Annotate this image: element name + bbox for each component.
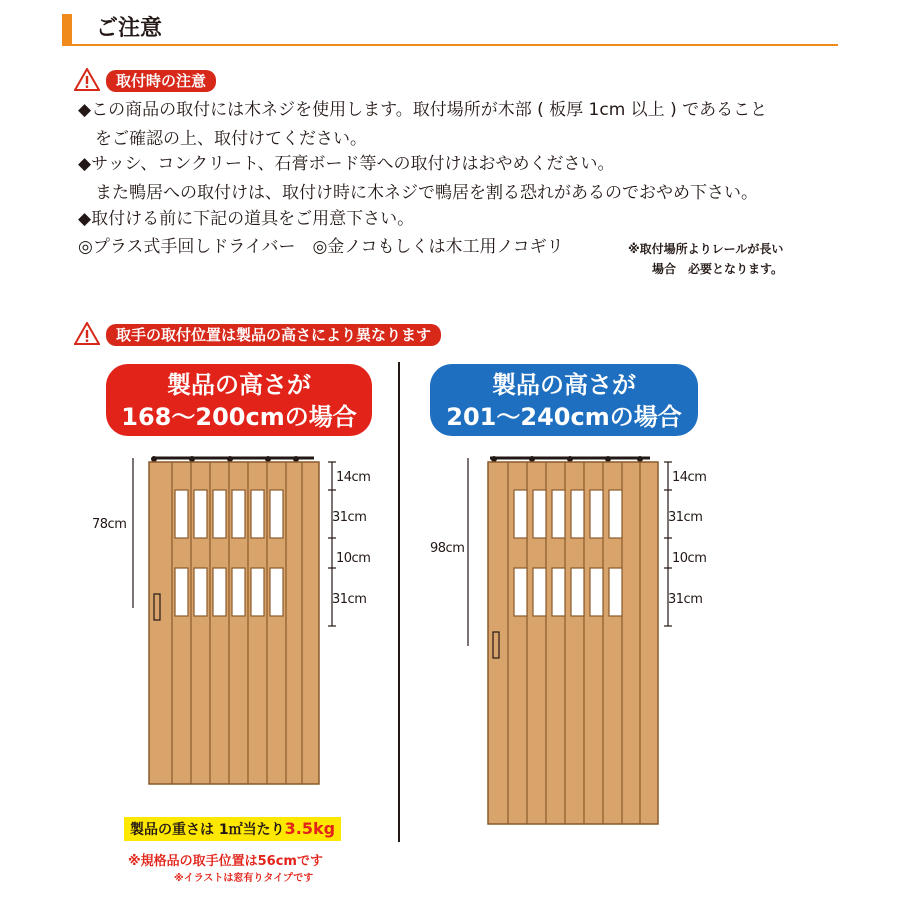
case-right-badge bbox=[430, 364, 698, 436]
header-accent-bar bbox=[62, 14, 72, 44]
handle-notice-label: 取手の取付位置は製品の高さにより異なります bbox=[106, 324, 441, 346]
door-illustration-left bbox=[124, 450, 374, 790]
tool-note-2: 場合 必要となります。 bbox=[652, 262, 784, 276]
case-left-badge bbox=[106, 364, 372, 436]
notice-line-5: ◆取付ける前に下記の道具をご用意下さい。 bbox=[78, 209, 415, 229]
case-right-badge-line2: 201～240cmの場合 bbox=[446, 403, 682, 431]
dim-right-1: 14cm bbox=[672, 470, 707, 485]
weight-prefix: 製品の重さは 1㎡当たり bbox=[130, 822, 285, 838]
case-divider bbox=[398, 362, 400, 842]
dim-left-2: 31cm bbox=[332, 510, 367, 525]
tool-note-1: ※取付場所よりレールが長い bbox=[628, 242, 784, 256]
notice-line-3: ◆サッシ、コンクリート、石膏ボード等への取付けはおやめください。 bbox=[78, 154, 615, 174]
tools-line: ◎プラス式手回しドライバー ◎金ノコもしくは木工用ノコギリ bbox=[78, 237, 564, 257]
case-left-badge-line1: 製品の高さが bbox=[167, 371, 311, 399]
install-notice-label: 取付時の注意 bbox=[106, 70, 216, 92]
notice-line-4: また鴨居への取付けは、取付け時に木ネジで鴨居を割る恐れがあるのでおやめ下さい。 bbox=[78, 183, 758, 203]
dim-left-1: 14cm bbox=[336, 470, 371, 485]
door-illustration-right bbox=[460, 450, 710, 830]
footnote-handle-position: ※規格品の取手位置は56cmです bbox=[128, 854, 323, 869]
header-underline bbox=[62, 44, 838, 46]
dim-left-3: 10cm bbox=[336, 551, 371, 566]
notice-line-1: ◆この商品の取付には木ネジを使用します。取付場所が木部 ( 板厚 1cm 以上 ) であること bbox=[78, 100, 768, 120]
dim-right-3: 10cm bbox=[672, 551, 707, 566]
warning-icon bbox=[74, 68, 100, 91]
case-right-badge-line1: 製品の高さが bbox=[492, 371, 636, 399]
handle-height-right: 98cm bbox=[430, 541, 465, 556]
weight-box bbox=[124, 817, 341, 841]
door-handle-left bbox=[154, 594, 160, 620]
page-title: ご注意 bbox=[96, 16, 163, 41]
case-left-badge-line2: 168～200cmの場合 bbox=[121, 403, 357, 431]
door-handle-right bbox=[493, 632, 499, 658]
warning-icon bbox=[74, 322, 100, 345]
weight-value: 3.5kg bbox=[284, 819, 336, 838]
dim-right-2: 31cm bbox=[668, 510, 703, 525]
dim-right-4: 31cm bbox=[668, 592, 703, 607]
handle-height-left: 78cm bbox=[92, 517, 127, 532]
footnote-illustration: ※イラストは窓有りタイプです bbox=[174, 873, 314, 884]
notice-line-2: をご確認の上、取付けてください。 bbox=[78, 129, 367, 149]
dim-left-4: 31cm bbox=[332, 592, 367, 607]
